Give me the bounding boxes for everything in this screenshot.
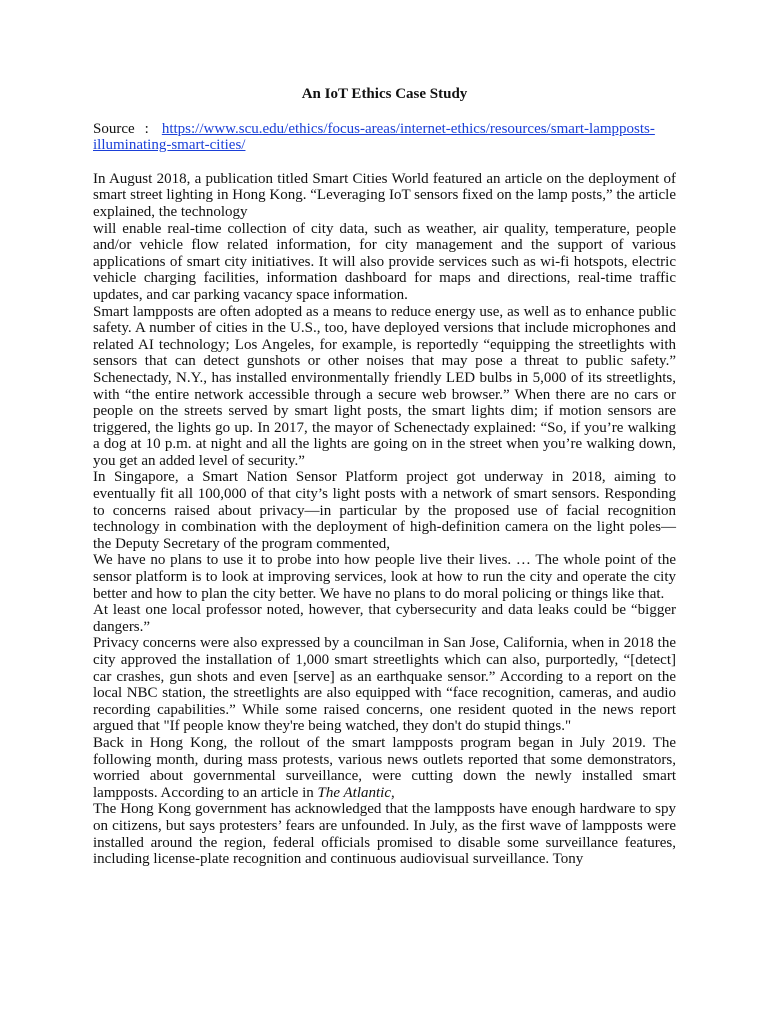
paragraph-8 bbox=[93, 735, 676, 801]
paragraph-7: Privacy concerns were also expressed by a councilman in San Jose, California, when in 2018 the city approved the installation of 1,000 smart streetlights which can also, purportedly, “[detect] car crashes, gun shots and even [serve] as an earthquake sensor.” According to a report on the local NBC station, the streetlights are also equipped with “face recognition, cameras, and audio recording capabilities.” While some raised concerns, one resident quoted in the news report argued that "If people know they're being watched, they don't do stupid things." bbox=[93, 635, 676, 735]
source-line bbox=[93, 121, 676, 154]
source-link[interactable]: https://www.scu.edu/ethics/focus-areas/internet-ethics/resources/smart-lampposts-illuminating-smart-cities/ bbox=[93, 120, 655, 154]
paragraph-8-text: Back in Hong Kong, the rollout of the smart lampposts program began in July 2019. The following month, during mass protests, various news outlets reported that some demonstrators, worried about governmental surveillance, were cutting down the newly installed smart lampposts. According to an article in bbox=[93, 734, 676, 801]
publication-name: The Atlantic bbox=[317, 784, 392, 801]
paragraph-2: will enable real-time collection of city data, such as weather, air quality, temperature, people and/or vehicle flow related information, for city management and the support of various applications of smart city initiatives. It will also provide services such as wi-fi hotspots, electric vehicle charging facilities, information dashboard for maps and directions, real-time traffic updates, and car parking vacancy space information. bbox=[93, 220, 676, 303]
paragraph-3: Smart lampposts are often adopted as a means to reduce energy use, as well as to enhance public safety. A number of cities in the U.S., too, have deployed versions that include microphones and related AI technology; Los Angeles, for example, is reportedly “equipping the streetlights with sensors that can detect gunshots or other noises that may pose a threat to public safety.” Schenectady, N.Y., has installed environmentally friendly LED bulbs in 5,000 of its streetlights, with “the entire network accessible through a secure web browser.” When there are no cars or people on the streets served by smart light posts, the smart lights dim; if motion sensors are triggered, the lights go up. In 2017, the mayor of Schenectady explained: “So, if you’re walking a dog at 10 p.m. at night and all the lights are going on in the street when you’re walking down, you get an added level of security.” bbox=[93, 303, 676, 469]
paragraph-9: The Hong Kong government has acknowledged that the lampposts have enough hardware to spy on citizens, but says protesters’ fears are unfounded. In July, as the first wave of lampposts were installed around the region, federal officials promised to disable some surveillance features, including license-plate recognition and continuous audiovisual surveillance. Tony bbox=[93, 801, 676, 868]
source-separator: : bbox=[144, 120, 149, 137]
paragraph-8-end: , bbox=[391, 784, 395, 801]
paragraph-1: In August 2018, a publication titled Smart Cities World featured an article on the deployment of smart street lighting in Hong Kong. “Leveraging IoT sensors fixed on the lamp posts,” the article explained, the technology bbox=[93, 170, 676, 220]
paragraph-4: In Singapore, a Smart Nation Sensor Platform project got underway in 2018, aiming to eventually fit all 100,000 of that city’s light posts with a network of smart sensors. Responding to concerns raised about privacy—in particular by the proposed use of facial recognition technology in combination with the deployment of high-definition camera on the light poles—the Deputy Secretary of the program commented, bbox=[93, 469, 676, 552]
document-title: An IoT Ethics Case Study bbox=[301, 86, 468, 102]
paragraph-6: At least one local professor noted, however, that cybersecurity and data leaks could be “bigger dangers.” bbox=[93, 602, 676, 635]
paragraph-5: We have no plans to use it to probe into how people live their lives. … The whole point of the sensor platform is to look at improving services, look at how to run the city and operate the city better and how to plan the city better. We have no plans to do moral policing or things like that. bbox=[93, 552, 676, 602]
source-label: Source bbox=[93, 120, 135, 137]
